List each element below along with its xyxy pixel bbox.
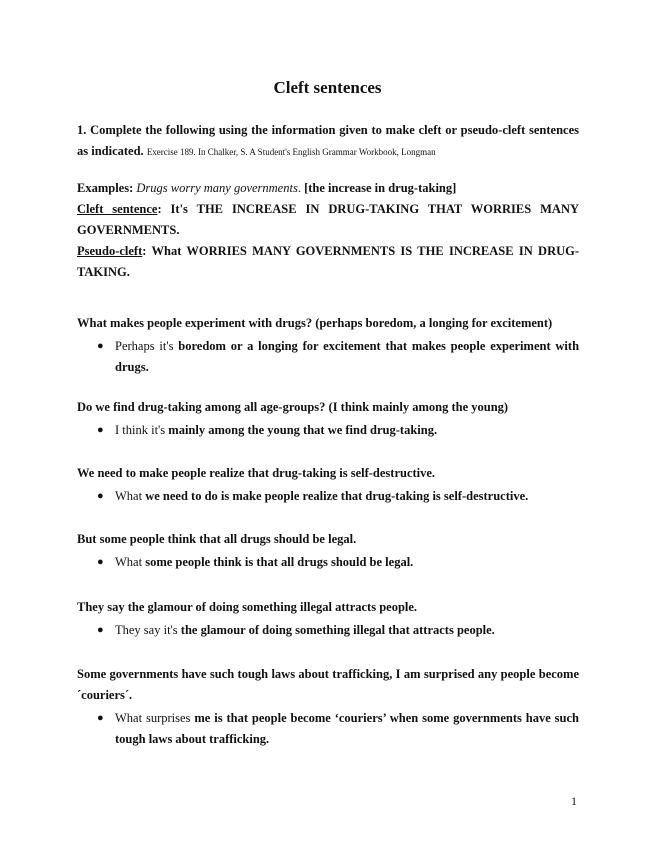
page-title: Cleft sentences xyxy=(273,78,382,97)
pseudo-cleft-example: Pseudo-cleft: What WORRIES MANY GOVERNMENTS IS THE INCREASE IN DRUG-TAKING. xyxy=(77,244,580,279)
instruction-source: Exercise 189. In Chalker, S. A Student's English Grammar Workbook, Longman xyxy=(146,147,436,157)
answer-plain: I think it's xyxy=(115,423,166,437)
instruction xyxy=(77,120,579,163)
answer-plain: What xyxy=(115,489,143,503)
item-question: We need to make people realize that drug-taking is self-destructive. xyxy=(77,466,436,480)
examples-block xyxy=(77,178,579,283)
item-answer xyxy=(77,420,579,441)
bullet-icon: ● xyxy=(97,340,104,352)
page-number: 1 xyxy=(571,794,577,808)
answer-bold: we need to do is make people realize that drug-taking is self-destructive. xyxy=(145,489,529,503)
example-line: Examples: Drugs worry many governments. [the increase in drug-taking] xyxy=(77,181,457,195)
item-question: What makes people experiment with drugs? (perhaps boredom, a longing for excitement) xyxy=(77,316,553,330)
item-answer xyxy=(77,486,579,507)
answer-plain: Perhaps it's xyxy=(115,339,174,353)
cleft-label: Cleft sentence xyxy=(77,202,158,216)
pseudo-cleft-text: What WORRIES MANY GOVERNMENTS IS THE INCREASE IN DRUG-TAKING. xyxy=(77,244,580,279)
answer-bold: mainly among the young that we find drug-taking. xyxy=(168,423,438,437)
bullet-icon: ● xyxy=(97,490,104,502)
instruction-text: 1. Complete the following using the information given to make cleft or pseudo-cleft sentences as indicated. xyxy=(77,123,579,158)
exercise-item-5 xyxy=(77,597,579,641)
bullet-icon: ● xyxy=(97,424,104,436)
item-question: Some governments have such tough laws about trafficking, I am surprised any people become ´couriers´. xyxy=(77,667,579,702)
item-answer xyxy=(77,620,579,641)
example-hint: [the increase in drug-taking] xyxy=(304,181,457,195)
item-question: They say the glamour of doing something illegal attracts people. xyxy=(77,600,418,614)
answer-bold: the glamour of doing something illegal that attracts people. xyxy=(180,623,495,637)
example-sentence: Drugs worry many governments xyxy=(136,181,298,195)
exercise-item-1 xyxy=(77,313,579,378)
answer-plain: What surprises xyxy=(115,711,191,725)
exercise-item-3 xyxy=(77,463,579,507)
cleft-text: It's THE INCREASE IN DRUG-TAKING THAT WORRIES MANY GOVERNMENTS. xyxy=(77,202,579,237)
answer-bold: boredom or a longing for excitement that makes people experiment with drugs. xyxy=(115,339,580,374)
bullet-icon: ● xyxy=(97,624,104,636)
item-answer xyxy=(77,336,579,378)
item-question: Do we find drug-taking among all age-groups? (I think mainly among the young) xyxy=(77,400,509,414)
exercise-item-2 xyxy=(77,397,579,441)
cleft-example: Cleft sentence: It's THE INCREASE IN DRUG-TAKING THAT WORRIES MANY GOVERNMENTS. xyxy=(77,202,579,237)
answer-plain: They say it's xyxy=(115,623,178,637)
bullet-icon: ● xyxy=(97,556,104,568)
answer-bold: me is that people become ‘couriers’ when some governments have such tough laws about trafficking. xyxy=(115,711,580,746)
exercise-item-4 xyxy=(77,529,579,573)
answer-plain: What xyxy=(115,555,143,569)
bullet-icon: ● xyxy=(97,712,104,724)
exercise-item-6 xyxy=(77,664,579,750)
answer-bold: some people think is that all drugs should be legal. xyxy=(145,555,414,569)
examples-label: Examples: xyxy=(77,181,134,195)
item-answer xyxy=(77,708,579,750)
item-question: But some people think that all drugs should be legal. xyxy=(77,532,357,546)
item-answer xyxy=(77,552,579,573)
pseudo-cleft-label: Pseudo-cleft xyxy=(77,244,143,258)
